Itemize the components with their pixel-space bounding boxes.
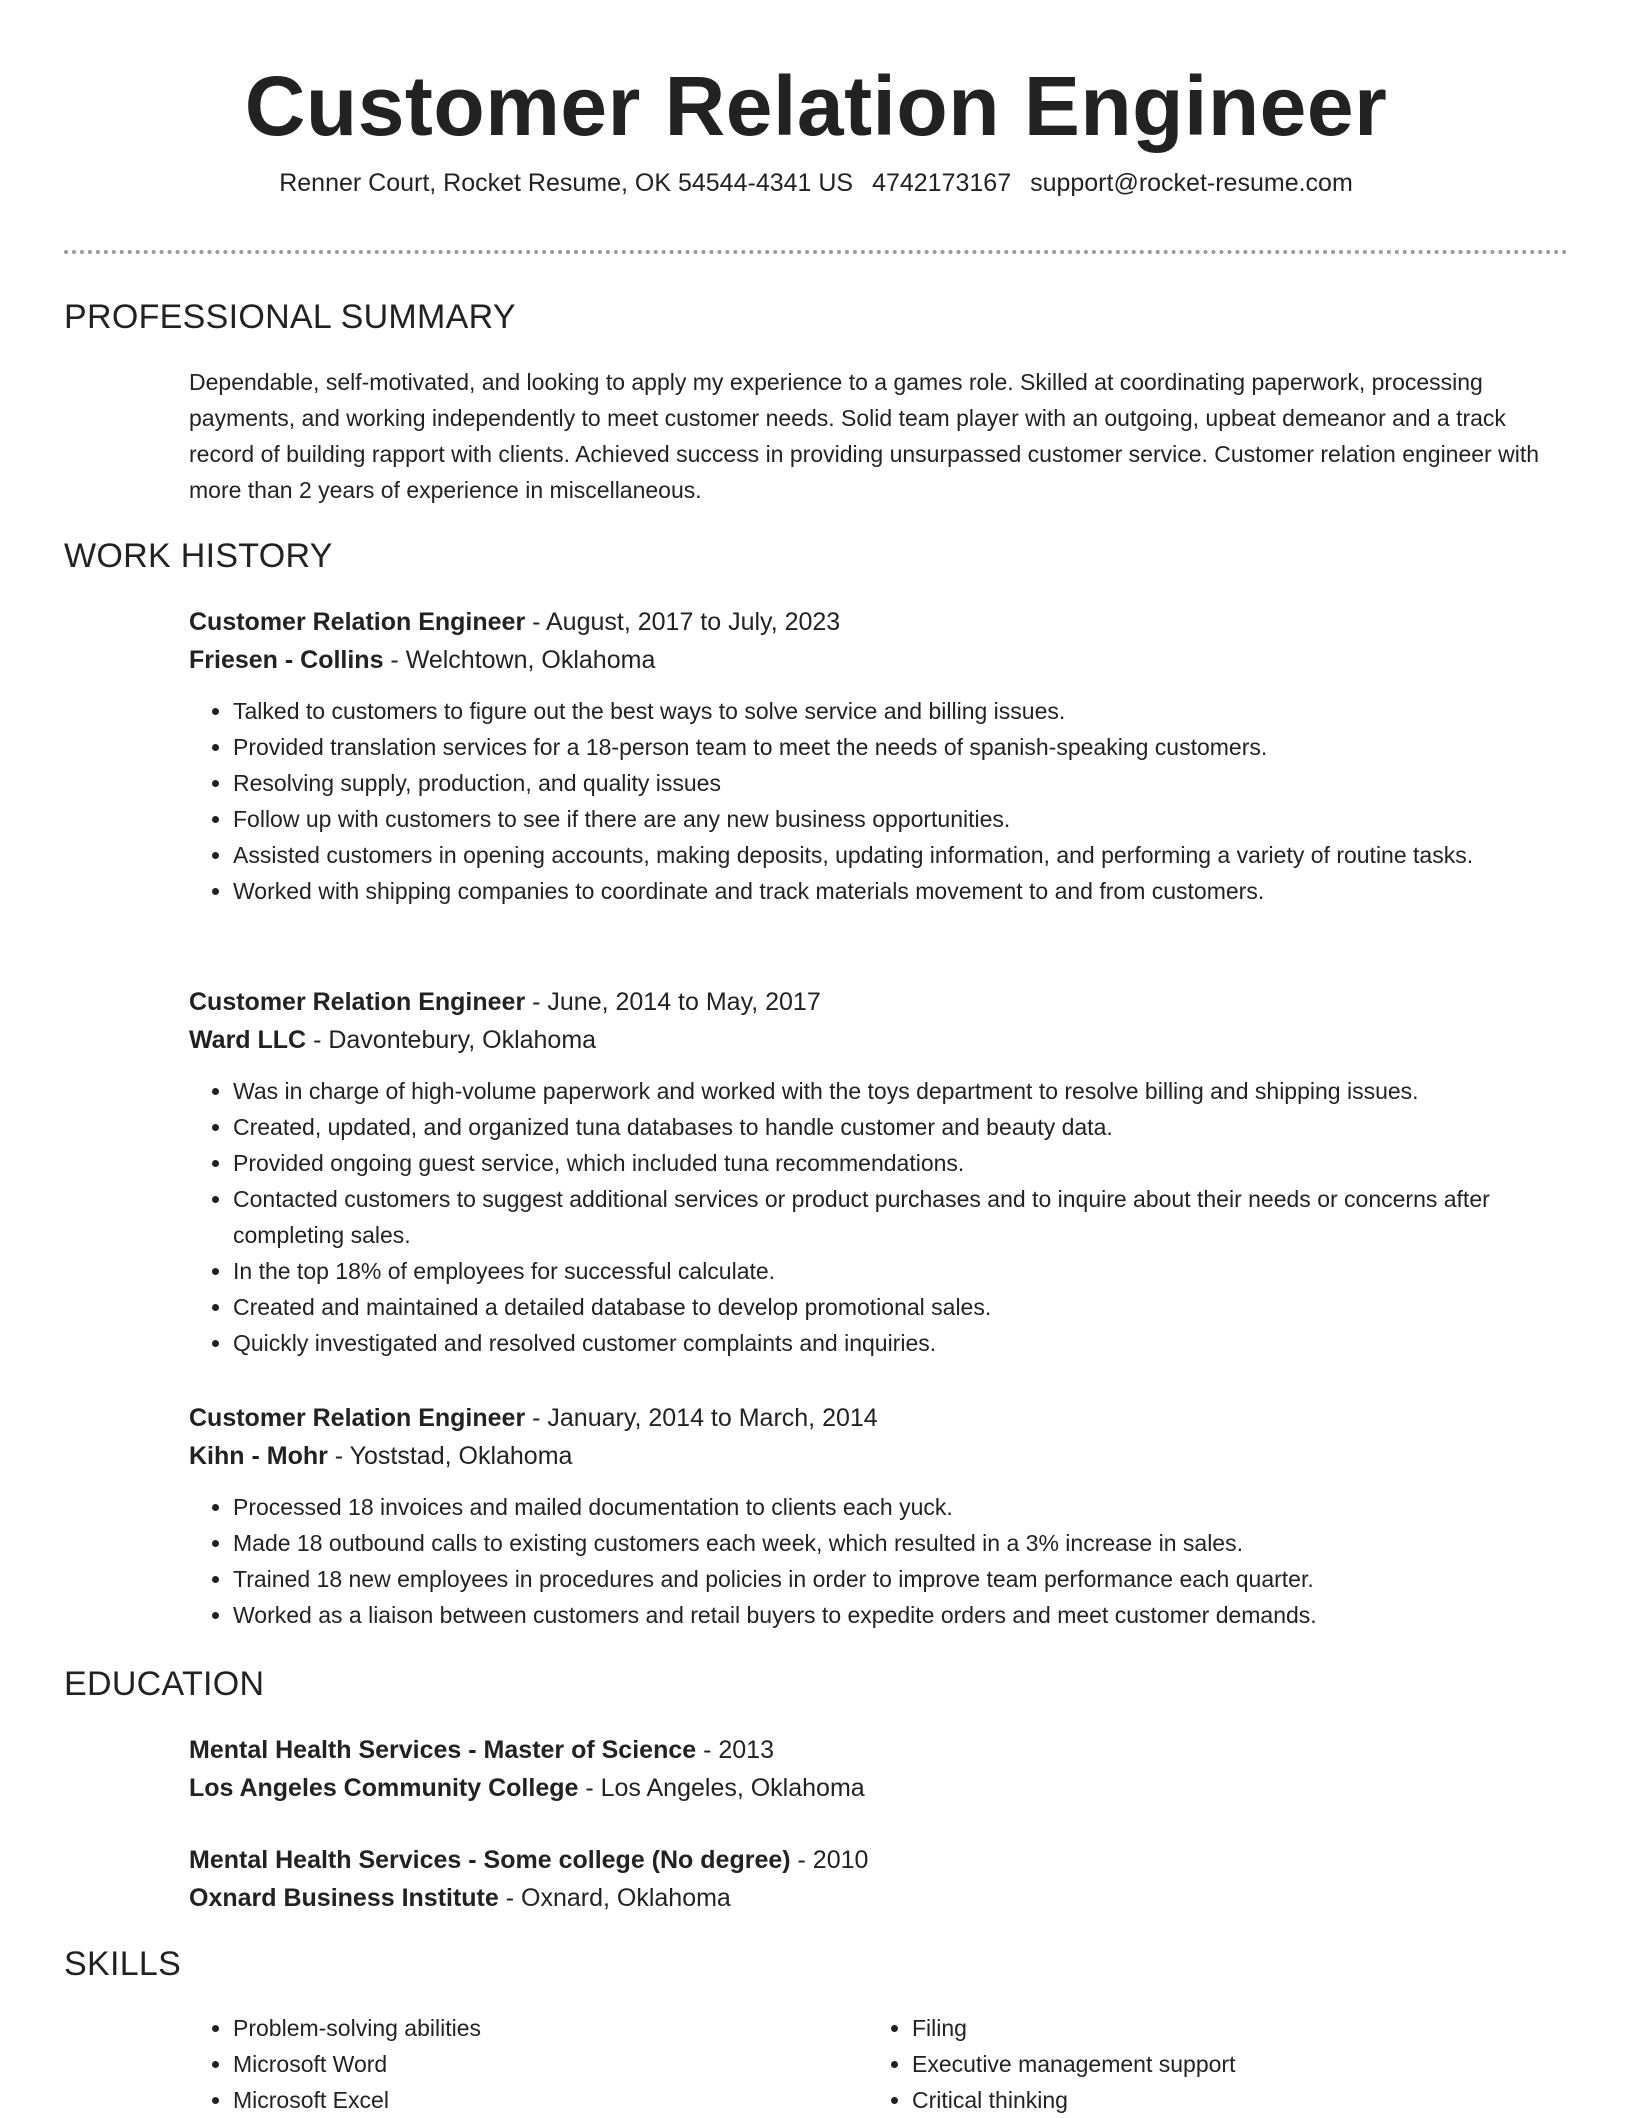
list-item: • Provided translation services for a 18-person team to meet the needs of spanish-speaking customers.	[233, 729, 1566, 765]
job-location: - Welchtown, Oklahoma	[383, 646, 656, 674]
job-company: Ward LLC	[189, 1026, 307, 1054]
job-header	[189, 983, 1566, 1021]
job-dates: - August, 2017 to July, 2023	[525, 608, 841, 636]
summary-text: Dependable, self-motivated, and looking to apply my experience to a games role. Skilled at coordinating paperwork, processing payments, and working independently to meet customer needs. Solid team player with an outgoing, upbeat demeanor and a track record of building rapport with clients. Achieved success in providing unsurpassed customer service. Customer relation engineer with more than 2 years of experience in miscellaneous.	[189, 369, 1540, 503]
job-entry	[189, 1399, 1566, 1633]
skill-item: • Microsoft Word	[233, 2046, 481, 2082]
job-company-line	[189, 1437, 1566, 1475]
education-school: Oxnard Business Institute	[189, 1884, 499, 1912]
skills-column-right	[868, 2010, 1235, 2118]
resume-name: Customer Relation Engineer	[244, 59, 1388, 153]
skill-item: • Problem-solving abilities	[233, 2010, 481, 2046]
education-year: - 2013	[696, 1736, 774, 1764]
education-header	[189, 1841, 1566, 1879]
list-item: • In the top 18% of employees for successful calculate.	[233, 1253, 1566, 1289]
education-year: - 2010	[790, 1846, 869, 1874]
skill-item: • Microsoft Excel	[233, 2082, 481, 2118]
list-item: • Follow up with customers to see if there are any new business opportunities.	[233, 801, 1566, 837]
job-company-line	[189, 641, 1566, 679]
education-school: Los Angeles Community College	[189, 1774, 579, 1802]
list-item: • Talked to customers to figure out the best ways to solve service and billing issues.	[233, 693, 1566, 729]
section-title-skills: SKILLS	[64, 1945, 182, 1983]
job-dates: - June, 2014 to May, 2017	[525, 988, 821, 1016]
job-bullets	[189, 1489, 1566, 1633]
list-item: • Created and maintained a detailed database to develop promotional sales.	[233, 1289, 1566, 1325]
contact-address: Renner Court, Rocket Resume, OK 54544-4341 US	[279, 169, 854, 197]
list-item: • Processed 18 invoices and mailed documentation to clients each yuck.	[233, 1489, 1566, 1525]
skills-column-left	[189, 2010, 481, 2118]
section-title-summary: PROFESSIONAL SUMMARY	[64, 298, 516, 336]
education-school-line	[189, 1769, 1566, 1807]
list-item: • Created, updated, and organized tuna databases to handle customer and beauty data.	[233, 1109, 1566, 1145]
list-item: • Provided ongoing guest service, which included tuna recommendations.	[233, 1145, 1566, 1181]
job-title: Customer Relation Engineer	[189, 1404, 526, 1432]
list-item: • Trained 18 new employees in procedures and policies in order to improve team performance each quarter.	[233, 1561, 1566, 1597]
education-school-line	[189, 1879, 1566, 1917]
education-header	[189, 1731, 1566, 1769]
education-degree: Mental Health Services - Master of Science	[189, 1736, 697, 1764]
job-title: Customer Relation Engineer	[189, 608, 526, 636]
job-location: - Yoststad, Oklahoma	[327, 1442, 573, 1470]
job-bullets	[189, 693, 1566, 909]
education-location: - Los Angeles, Oklahoma	[578, 1774, 865, 1802]
education-location: - Oxnard, Oklahoma	[498, 1884, 731, 1912]
education-degree: Mental Health Services - Some college (No degree)	[189, 1846, 791, 1874]
job-dates: - January, 2014 to March, 2014	[525, 1404, 878, 1432]
job-company: Kihn - Mohr	[189, 1442, 328, 1470]
job-entry	[189, 603, 1566, 909]
job-company-line	[189, 1021, 1566, 1059]
skill-item: • Executive management support	[912, 2046, 1235, 2082]
contact-line	[0, 166, 1632, 200]
list-item: • Quickly investigated and resolved customer complaints and inquiries.	[233, 1325, 1566, 1361]
job-company: Friesen - Collins	[189, 646, 384, 674]
job-bullets	[189, 1073, 1566, 1361]
job-location: - Davontebury, Oklahoma	[306, 1026, 597, 1054]
education-entry	[189, 1731, 1566, 1807]
job-entry	[189, 983, 1566, 1361]
list-item: • Resolving supply, production, and quality issues	[233, 765, 1566, 801]
skill-item: • Critical thinking	[912, 2082, 1235, 2118]
list-item: • Contacted customers to suggest additional services or product purchases and to inquire about their needs or concerns after completing sales.	[233, 1181, 1566, 1253]
list-item: • Worked with shipping companies to coordinate and track materials movement to and from customers.	[233, 873, 1566, 909]
education-entry	[189, 1841, 1566, 1917]
list-item: • Made 18 outbound calls to existing customers each week, which resulted in a 3% increase in sales.	[233, 1525, 1566, 1561]
contact-email: support@rocket-resume.com	[1030, 169, 1353, 197]
header-divider	[64, 250, 1568, 254]
job-title: Customer Relation Engineer	[189, 988, 526, 1016]
list-item: • Was in charge of high-volume paperwork and worked with the toys department to resolve billing and shipping issues.	[233, 1073, 1566, 1109]
contact-phone: 4742173167	[872, 169, 1012, 197]
job-header	[189, 1399, 1566, 1437]
job-header	[189, 603, 1566, 641]
list-item: • Worked as a liaison between customers and retail buyers to expedite orders and meet customer demands.	[233, 1597, 1566, 1633]
skill-item: • Filing	[912, 2010, 1235, 2046]
section-title-education: EDUCATION	[64, 1665, 265, 1703]
section-title-work: WORK HISTORY	[64, 537, 333, 575]
list-item: • Assisted customers in opening accounts, making deposits, updating information, and performing a variety of routine tasks.	[233, 837, 1566, 873]
